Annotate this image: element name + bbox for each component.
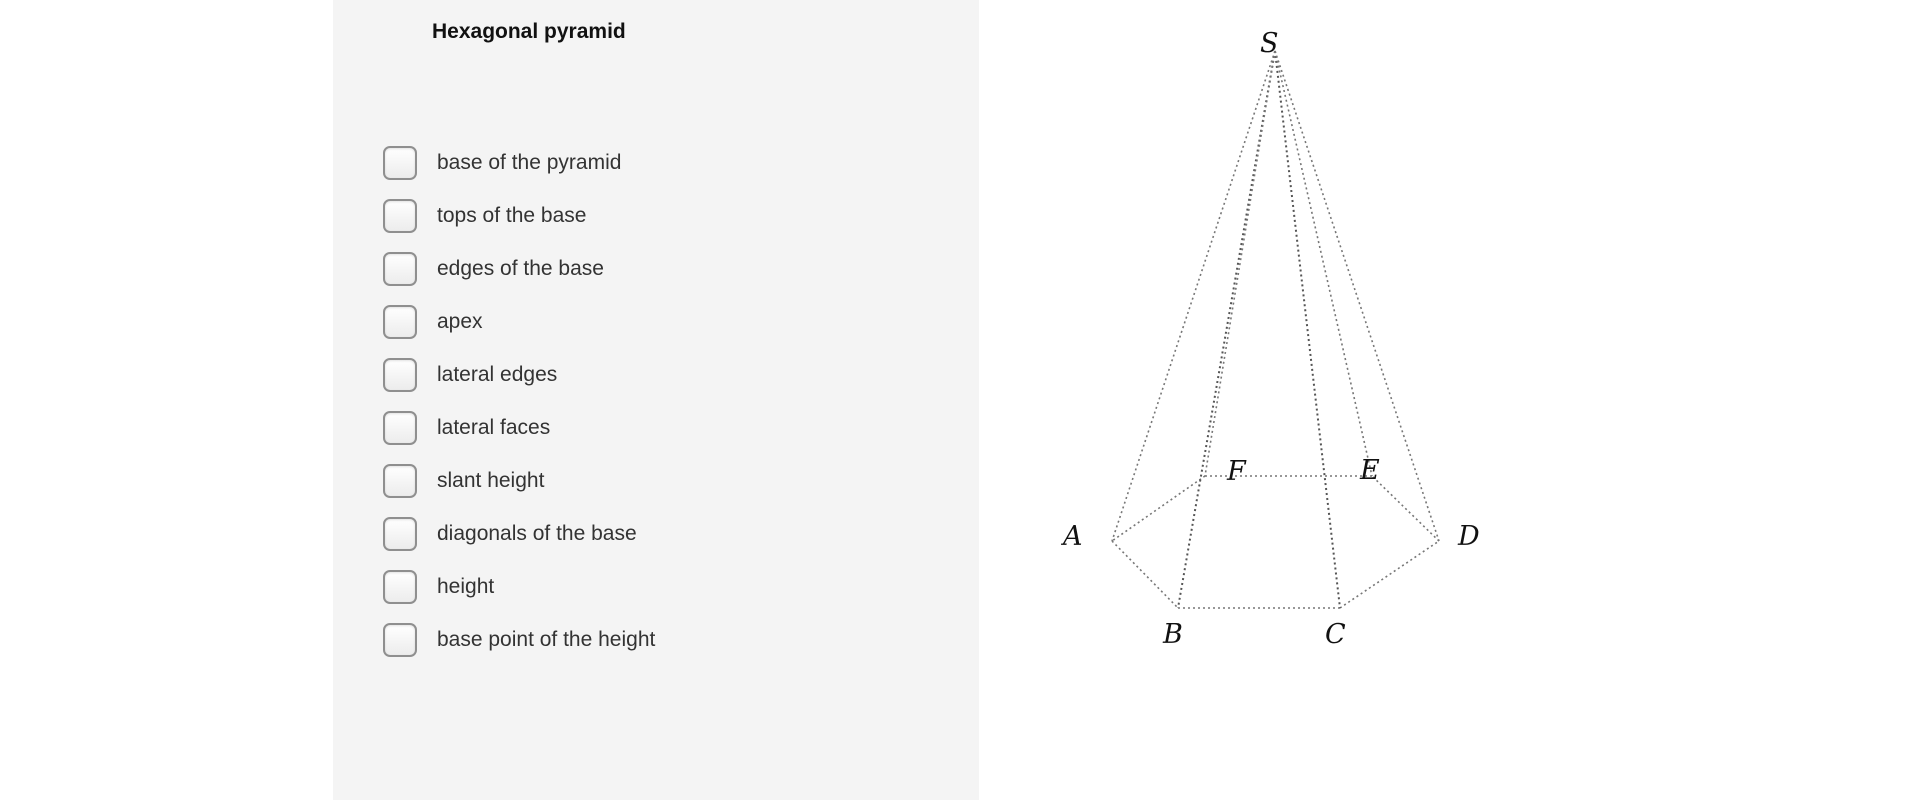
- base-edge-fa: [1112, 476, 1205, 541]
- base-edge-ab: [1112, 541, 1178, 608]
- option-label[interactable]: base of the pyramid: [437, 150, 622, 174]
- option-label[interactable]: edges of the base: [437, 256, 604, 280]
- lateral-edge-sf: [1205, 51, 1275, 476]
- base-edge-de: [1372, 476, 1439, 541]
- lateral-edge-sc: [1275, 51, 1340, 608]
- vertex-label-a: A: [1063, 521, 1083, 552]
- vertex-label-b: B: [1163, 619, 1183, 650]
- option-label[interactable]: apex: [437, 309, 483, 333]
- vertex-label-f: F: [1227, 456, 1246, 487]
- lateral-edge-sd: [1275, 51, 1439, 541]
- option-label[interactable]: base point of the height: [437, 627, 656, 651]
- option-label[interactable]: tops of the base: [437, 203, 587, 227]
- option-label[interactable]: lateral faces: [437, 415, 551, 439]
- option-label[interactable]: height: [437, 574, 495, 598]
- lateral-edge-sa: [1112, 51, 1275, 541]
- lateral-edge-sb: [1178, 51, 1275, 608]
- vertex-label-s: S: [1260, 28, 1279, 59]
- lateral-edge-se: [1275, 51, 1372, 476]
- vertex-label-c: C: [1325, 619, 1346, 650]
- vertex-label-e: E: [1360, 455, 1380, 486]
- option-label[interactable]: lateral edges: [437, 362, 558, 386]
- option-label[interactable]: diagonals of the base: [437, 521, 637, 545]
- panel-title: Hexagonal pyramid: [432, 20, 626, 43]
- option-label[interactable]: slant height: [437, 468, 545, 492]
- base-edge-cd: [1340, 541, 1439, 608]
- vertex-label-d: D: [1458, 521, 1480, 552]
